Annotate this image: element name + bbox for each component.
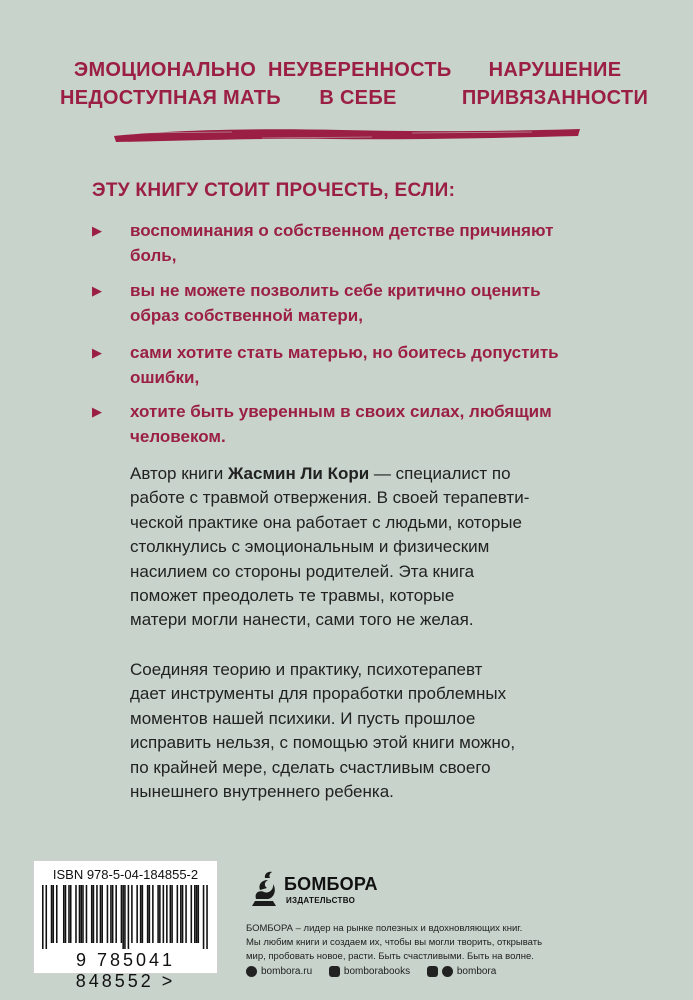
barcode-bar: [122, 885, 124, 949]
barcode-bar: [198, 885, 200, 943]
barcode-bar: [51, 885, 53, 943]
messenger-icon: [427, 966, 438, 977]
barcode-bar: [112, 885, 114, 943]
barcode-bar: [96, 885, 98, 943]
publisher-subtitle: ИЗДАТЕЛЬСТВО: [286, 896, 356, 905]
barcode-bar: [52, 885, 54, 943]
barcode-bar: [65, 885, 67, 943]
barcode-bar: [80, 885, 82, 943]
barcode-bar: [63, 885, 65, 943]
barcode-bar: [93, 885, 95, 943]
barcode-bar: [56, 885, 58, 943]
brush-stroke-divider: [112, 124, 582, 146]
barcode-digits: 9 785041 848552 >: [75, 950, 176, 991]
publisher-socials: [246, 966, 510, 982]
barcode-bar: [159, 885, 161, 943]
vk-icon: [329, 966, 340, 977]
keyword-tags: [0, 56, 693, 116]
website-link[interactable]: bombora.ru: [246, 966, 312, 977]
messenger-link[interactable]: bombora: [427, 966, 496, 977]
triangle-bullet-icon: ▶: [92, 223, 102, 238]
checklist-item: ▶ воспоминания о собственном детстве причиняют боль,: [92, 221, 554, 265]
barcode-bar: [70, 885, 72, 943]
author-paragraph: Автор книги Жасмин Ли Кори — специалист по работе с травмой отвержения. В своей терапевти- ческой практике она работает с людьми, которые столкнулись с эмоциональным и физическим насилием со стороны родителей. Эта книга поможет преодолеть те травмы, которые матери могли нанести, сами того не желая.: [130, 464, 530, 630]
publisher-description: БОМБОРА – лидер на рынке полезных и вдохновляющих книг. Мы любим книги и создаем их, чтобы вы могли творить, открывать мир, пробовать новое, расти. Быть счастливыми. Быть на волне.: [246, 923, 543, 962]
barcode-bars: [42, 885, 208, 949]
barcode-bar: [79, 885, 81, 943]
checklist-item: ▶ хотите быть уверенным в своих силах, любящим человеком.: [92, 402, 552, 446]
barcode-bar: [163, 885, 165, 943]
barcode-bar: [82, 885, 84, 943]
barcode-bar: [142, 885, 144, 943]
barcode-bar: [152, 885, 154, 943]
checklist-title: ЭТУ КНИГУ СТОИТ ПРОЧЕСТЬ, ЕСЛИ:: [92, 180, 456, 201]
triangle-bullet-icon: ▶: [92, 283, 102, 298]
checklist-item: ▶ вы не можете позволить себе критично оценить образ собственной матери,: [92, 281, 541, 325]
barcode-bar: [128, 885, 130, 949]
barcode-bar: [170, 885, 172, 943]
barcode-bar: [136, 885, 138, 943]
barcode-bar: [121, 885, 123, 943]
barcode-bar: [68, 885, 70, 943]
checklist-item: ▶ сами хотите стать матерью, но боитесь допустить ошибки,: [92, 343, 559, 387]
barcode-bar: [91, 885, 93, 943]
tag-attachment-disorder: НАРУШЕНИЕ ПРИВЯЗАННОСТИ: [461, 59, 649, 109]
publisher-name: БОМБОРА: [284, 874, 378, 894]
barcode-bar: [75, 885, 77, 943]
author-name: Жасмин Ли Кори: [227, 464, 370, 483]
barcode-bar: [45, 885, 47, 949]
barcode-bar: [86, 885, 88, 943]
tag-emotionally-unavailable-mother: ЭМОЦИОНАЛЬНО НЕДОСТУПНАЯ МАТЬ: [60, 59, 281, 109]
barcode-bar: [115, 885, 117, 943]
barcode-bar: [180, 885, 182, 943]
barcode-bar: [171, 885, 173, 943]
triangle-bullet-icon: ▶: [92, 404, 102, 419]
barcode-bar: [194, 885, 196, 943]
globe-icon: [246, 966, 257, 977]
barcode-bar: [100, 885, 102, 943]
bombora-logo-icon: [246, 868, 282, 910]
barcode-bar: [140, 885, 142, 943]
tag-self-doubt: НЕУВЕРЕННОСТЬ В СЕБЕ: [268, 59, 452, 109]
barcode-bar: [203, 885, 205, 949]
barcode-bar: [177, 885, 179, 943]
barcode-bar: [157, 885, 159, 943]
isbn-number: ISBN 978-5-04-184855-2: [52, 867, 199, 882]
barcode-bar: [124, 885, 126, 949]
barcode-bar: [107, 885, 109, 943]
barcode-bar: [147, 885, 149, 943]
barcode-bar: [185, 885, 187, 943]
barcode-bar: [191, 885, 193, 943]
barcode-bar: [206, 885, 208, 949]
isbn-barcode: [33, 860, 218, 991]
telegram-icon: [442, 966, 453, 977]
barcode-bar: [131, 885, 133, 943]
barcode-bar: [42, 885, 44, 949]
barcode-bar: [101, 885, 103, 943]
triangle-bullet-icon: ▶: [92, 345, 102, 360]
barcode-bar: [196, 885, 198, 943]
description-paragraph: Соединяя теорию и практику, психотерапевт дает инструменты для проработки проблемных моментов нашей психики. И пусть прошлое исправить нельзя, с помощью этой книги можно, по крайней мере, сделать счастливым своего нынешнего внутреннего ребенка.: [130, 660, 516, 802]
barcode-bar: [166, 885, 168, 943]
vk-link[interactable]: bomborabooks: [329, 966, 410, 977]
barcode-bar: [182, 885, 184, 943]
barcode-bar: [149, 885, 151, 943]
barcode-bar: [110, 885, 112, 943]
